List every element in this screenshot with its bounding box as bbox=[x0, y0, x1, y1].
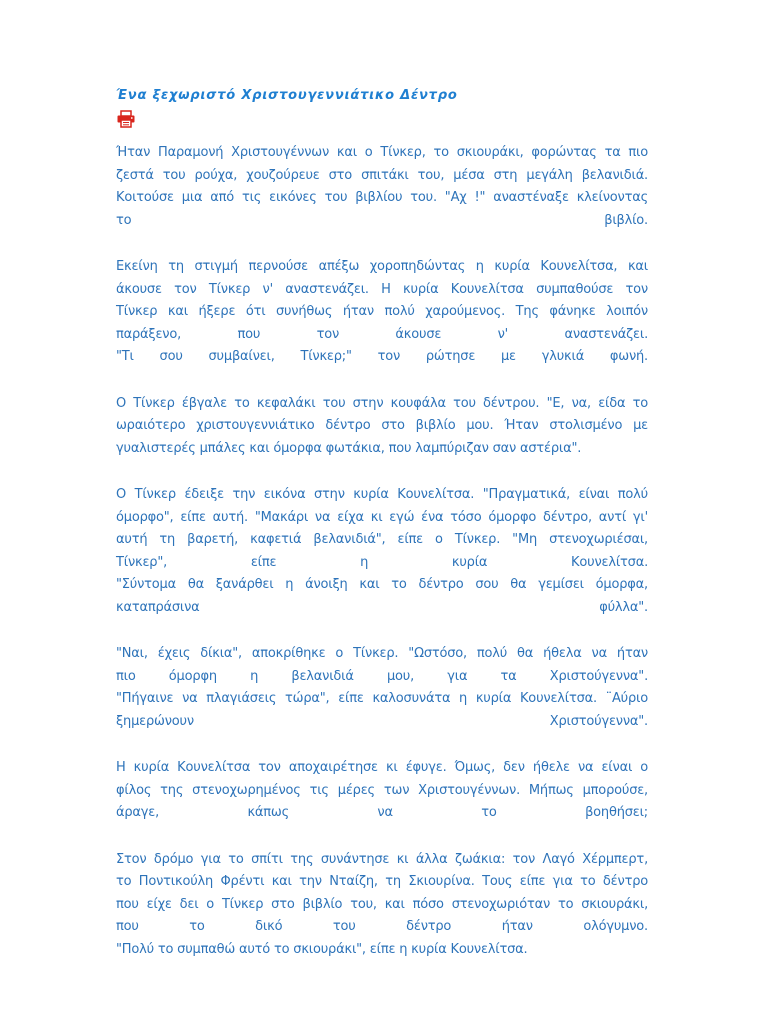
paragraph-line: Τίνκερ και ήξερε ότι συνήθως ήταν πολύ χαρούμενος. Της φάνηκε λοιπόν bbox=[116, 304, 648, 319]
story-paragraph bbox=[116, 256, 648, 369]
paragraph-line: Η κυρία Κουνελίτσα τον αποχαιρέτησε κι έφυγε. Όμως, δεν ήθελε να είναι ο bbox=[116, 760, 648, 775]
story-title: Ένα ξεχωριστό Χριστουγεννιάτικο Δέντρο bbox=[116, 88, 458, 103]
paragraph-line: Εκείνη τη στιγμή περνούσε απέξω χοροπηδώντας η κυρία Κουνελίτσα, και bbox=[116, 259, 648, 274]
story-page bbox=[116, 86, 648, 985]
paragraph-line: το Ποντικούλη Φρέντι και την Νταίζη, τη Σκιουρίνα. Τους είπε για το δέντρο bbox=[116, 874, 648, 889]
paragraph-line: ξημερώνουν Χριστούγεννα". bbox=[116, 713, 648, 729]
story-paragraph bbox=[116, 393, 648, 461]
paragraph-line: Ο Τίνκερ έβγαλε το κεφαλάκι του στην κουφάλα του δέντρου. "Ε, να, είδα το bbox=[116, 395, 648, 411]
paragraph-line: Ο Τίνκερ έδειξε την εικόνα στην κυρία Κουνελίτσα. "Πραγματικά, είναι πολύ bbox=[116, 487, 648, 502]
paragraph-line: όμορφο", είπε αυτή. "Μακάρι να είχα κι εγώ ένα τόσο όμορφο δέντρο, αντί γι' bbox=[116, 509, 648, 525]
story-paragraph bbox=[116, 484, 648, 619]
paragraph-line: άκουσε τον Τίνκερ ν' αναστενάζει. Η κυρία Κουνελίτσα συμπαθούσε τον bbox=[116, 281, 648, 297]
paragraph-line: Στον δρόμο για το σπίτι της συνάντησε κι άλλα ζωάκια: τον Λαγό Χέρμπερτ, bbox=[116, 851, 648, 867]
paragraph-line: πιο όμορφη η βελανιδιά μου, για τα Χριστούγεννα". bbox=[116, 668, 648, 684]
paragraph-line: αυτή τη βαρετή, καφετιά βελανιδιά", είπε ο Τίνκερ. "Μη στενοχωριέσαι, bbox=[116, 532, 648, 547]
story-paragraph bbox=[116, 142, 648, 232]
paragraph-line: "Πήγαινε να πλαγιάσεις τώρα", είπε καλοσυνάτα η κυρία Κουνελίτσα. ¨Αύριο bbox=[116, 691, 648, 706]
paragraph-line: που το δικό του δέντρο ήταν ολόγυμνο. bbox=[116, 919, 648, 934]
paragraph-line: Τίνκερ", είπε η κυρία Κουνελίτσα. bbox=[116, 554, 648, 570]
story-paragraph bbox=[116, 643, 648, 733]
story-body bbox=[116, 142, 648, 961]
paragraph-line: Ήταν Παραμονή Χριστουγέννων και ο Τίνκερ, το σκιουράκι, φορώντας τα πιο bbox=[116, 145, 648, 160]
paragraph-line: ωραιότερο χριστουγεννιάτικο δέντρο στο βιβλίο μου. Ήταν στολισμένο με bbox=[116, 418, 648, 433]
paragraph-line: "Ναι, έχεις δίκια", αποκρίθηκε ο Τίνκερ. "Ωστόσο, πολύ θα ήθελα να ήταν bbox=[116, 646, 648, 661]
paragraph-line: το βιβλίο. bbox=[116, 212, 648, 228]
paragraph-line: παράξενο, που τον άκουσε ν' αναστενάζει. bbox=[116, 326, 648, 342]
paragraph-line: καταπράσινα φύλλα". bbox=[116, 599, 648, 615]
paragraph-line: άραγε, κάπως να το βοηθήσει; bbox=[116, 805, 648, 820]
paragraph-line: που είχε δει ο Τίνκερ στο βιβλίο του, και πόσο στενοχωριόταν το σκιουράκι, bbox=[116, 896, 648, 912]
paragraph-line: ζεστά του ρούχα, χουζούρευε στο σπιτάκι του, μέσα στη μεγάλη βελανιδιά. bbox=[116, 167, 648, 183]
story-paragraph bbox=[116, 849, 648, 962]
paragraph-line: Κοιτούσε μια από τις εικόνες του βιβλίου του. "Αχ !" αναστέναξε κλείνοντας bbox=[116, 190, 648, 205]
paragraph-line: "Πολύ το συμπαθώ αυτό το σκιουράκι", είπε η κυρία Κουνελίτσα. bbox=[116, 941, 528, 957]
paragraph-line: γυαλιστερές μπάλες και όμορφα φωτάκια, που λαμπύριζαν σαν αστέρια". bbox=[116, 440, 582, 456]
paragraph-line: "Τι σου συμβαίνει, Τίνκερ;" τον ρώτησε με γλυκιά φωνή. bbox=[116, 349, 648, 364]
printer-icon[interactable] bbox=[116, 110, 136, 128]
story-paragraph bbox=[116, 757, 648, 825]
paragraph-line: φίλος της στενοχωρημένος τις μέρες των Χριστουγέννων. Μήπως μπορούσε, bbox=[116, 782, 648, 798]
paragraph-line: "Σύντομα θα ξανάρθει η άνοιξη και το δέντρο σου θα γεμίσει όμορφα, bbox=[116, 577, 648, 592]
